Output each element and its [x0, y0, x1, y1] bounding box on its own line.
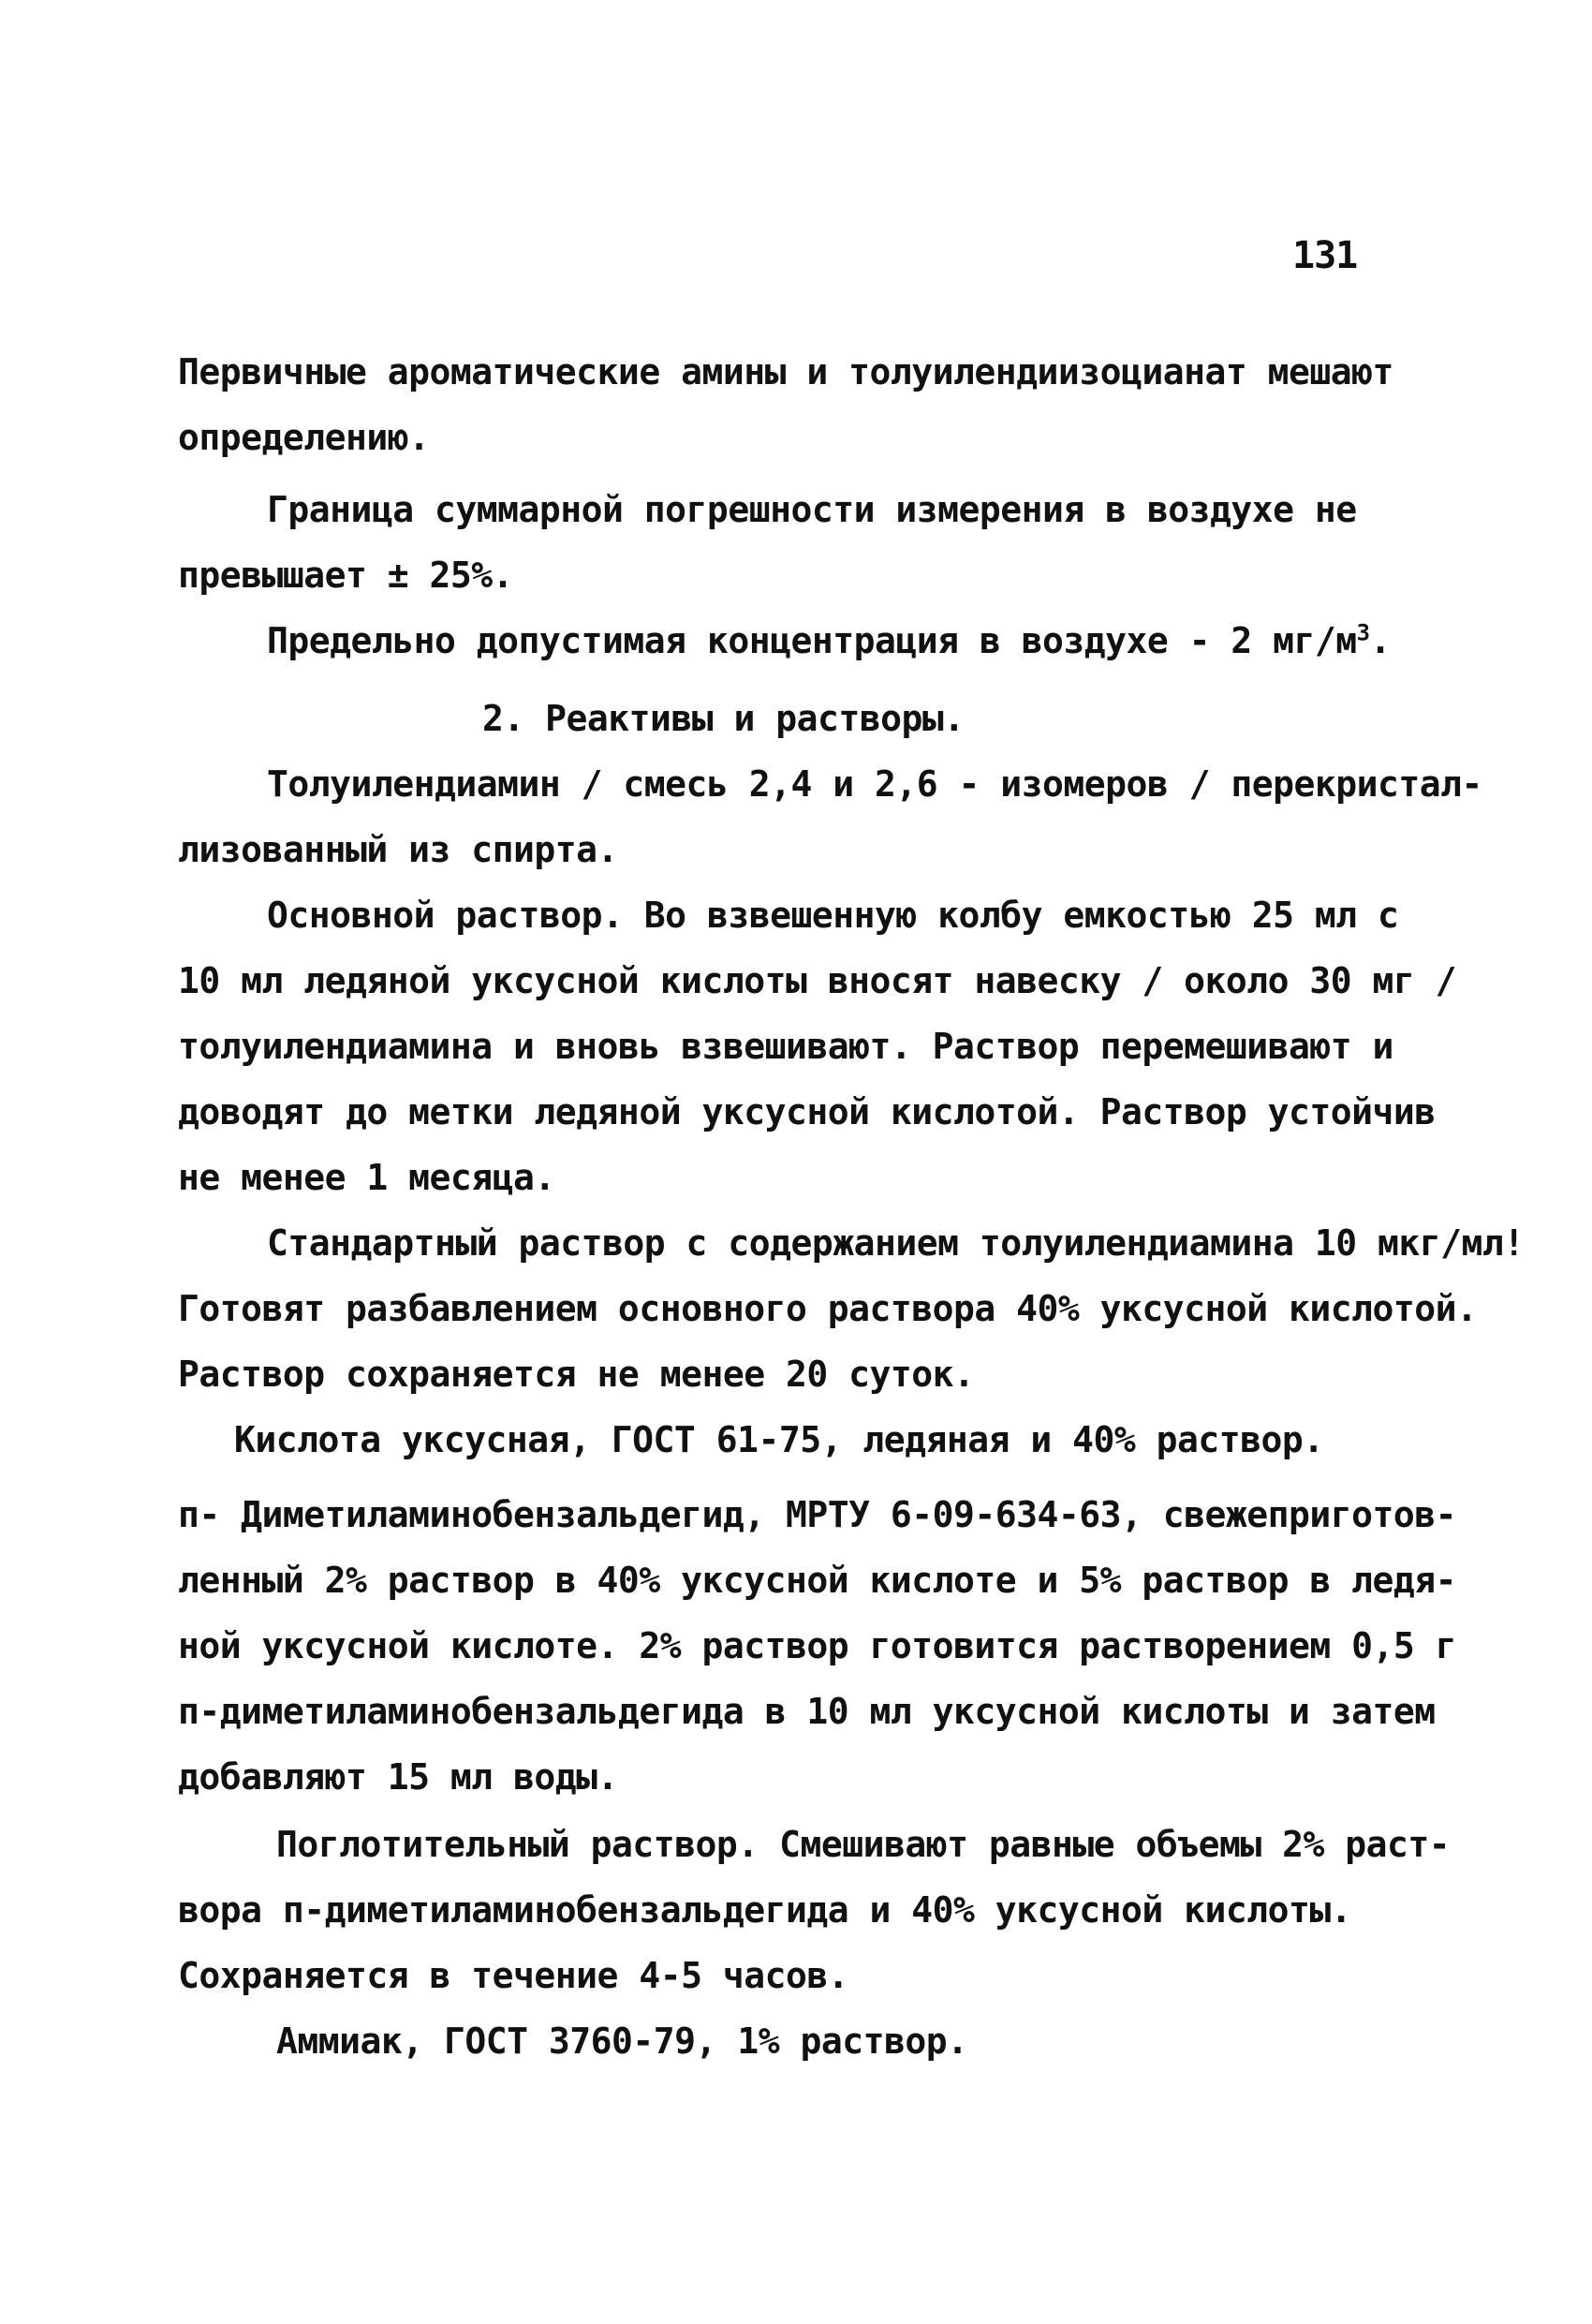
text-fragment: Предельно допустимая концентрация в воздухе - 2 мг/м [267, 620, 1357, 661]
text-line: определению. [178, 417, 430, 458]
text-line: Готовят разбавлением основного раствора 40% уксусной кислотой. [178, 1288, 1478, 1329]
section-heading: 2. Реактивы и растворы. [482, 698, 965, 739]
text-line: вора п-диметиламинобензальдегида и 40% уксусной кислоты. [178, 1889, 1352, 1931]
text-line: Граница суммарной погрешности измерения в воздухе не [267, 489, 1357, 530]
text-line: доводят до метки ледяной уксусной кислотой. Раствор устойчив [178, 1091, 1436, 1132]
text-line: Толуилендиамин / смесь 2,4 и 2,6 - изомеров / перекристал- [267, 763, 1482, 805]
page-number: 131 [1292, 234, 1358, 277]
text-fragment: . [1369, 620, 1391, 661]
text-line: Сохраняется в течение 4-5 часов. [178, 1955, 849, 1996]
text-line [267, 619, 1391, 661]
text-line: Стандартный раствор с содержанием толуилендиамина 10 мкг/мл! [267, 1222, 1525, 1264]
text-line: добавляют 15 мл воды. [178, 1756, 618, 1798]
text-line: Аммиак, ГОСТ 3760-79, 1% раствор. [276, 2021, 968, 2062]
text-line: п-диметиламинобензальдегида в 10 мл уксусной кислоты и затем [178, 1691, 1436, 1732]
text-line: превышает ± 25%. [178, 555, 514, 596]
text-line: Раствор сохраняется не менее 20 суток. [178, 1354, 975, 1395]
superscript: 3 [1356, 619, 1370, 646]
text-line: п- Диметиламинобензальдегид, МРТУ 6-09-634-63, свежеприготов- [178, 1494, 1457, 1535]
text-line: ленный 2% раствор в 40% уксусной кислоте и 5% раствор в ледя- [178, 1560, 1457, 1601]
text-line: Кислота уксусная, ГОСТ 61-75, ледяная и 40% раствор. [234, 1419, 1324, 1460]
text-line: ной уксусной кислоте. 2% раствор готовится растворением 0,5 г [178, 1625, 1457, 1666]
text-line: не менее 1 месяца. [178, 1157, 555, 1198]
text-line: Основной раствор. Во взвешенную колбу емкостью 25 мл с [267, 895, 1399, 936]
text-line: лизованный из спирта. [178, 829, 618, 870]
text-line: Первичные ароматические амины и толуилендиизоцианат мешают [178, 351, 1393, 392]
text-line: толуилендиамина и вновь взвешивают. Раствор перемешивают и [178, 1026, 1393, 1067]
text-line: Поглотительный раствор. Смешивают равные объемы 2% раст- [276, 1824, 1451, 1865]
text-line: 10 мл ледяной уксусной кислоты вносят навеску / около 30 мг / [178, 960, 1457, 1001]
